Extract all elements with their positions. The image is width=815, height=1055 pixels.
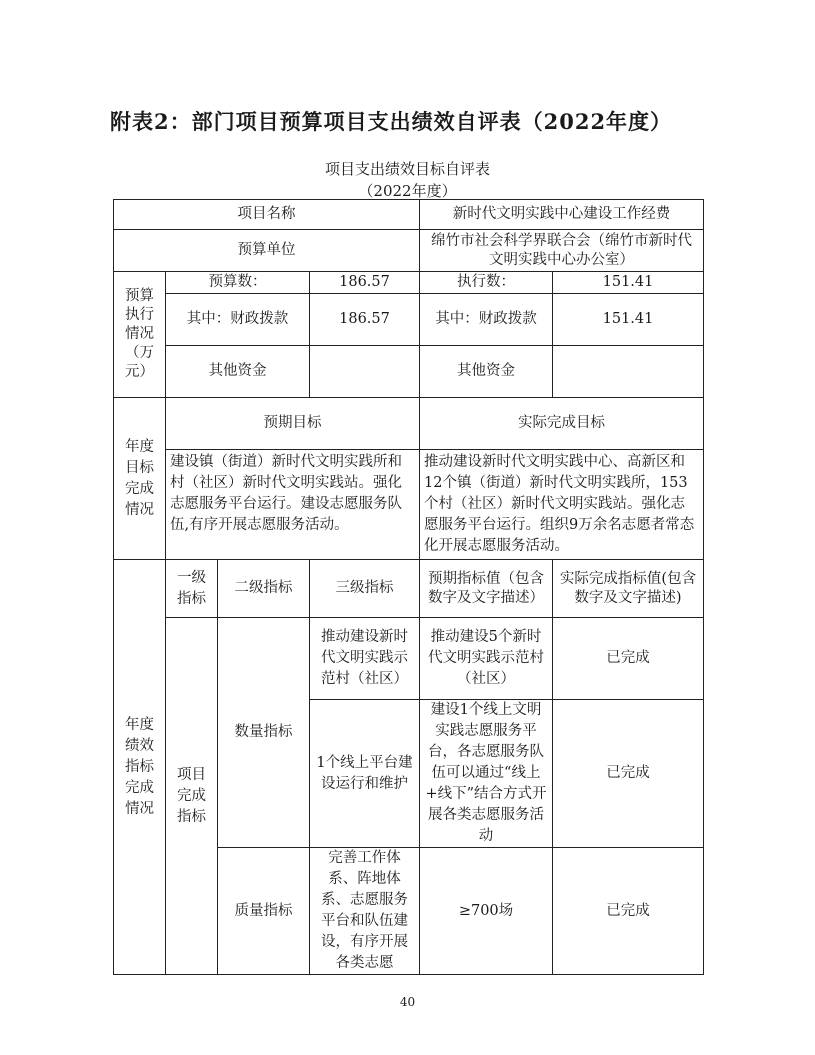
level1-indicator: 项目完成指标 (166, 618, 218, 975)
other-funds-budget (310, 346, 420, 398)
header-expected: 预期指标值（包含数字及文字描述） (420, 560, 553, 618)
expected-value-cell: 推动建设5个新时代文明实践示范村（社区） (420, 618, 553, 700)
other-funds-exec (553, 346, 704, 398)
expected-value-cell: ≥700场 (420, 848, 553, 975)
budget-section-label: 预算执行情况（万元） (114, 272, 166, 398)
project-name: 新时代文明实践中心建设工作经费 (420, 200, 704, 230)
fiscal-budget-label: 其中：财政拨款 (166, 294, 310, 346)
header-level3: 三级指标 (310, 560, 420, 618)
actual-value-cell: 已完成 (553, 848, 704, 975)
form-title: 项目支出绩效目标自评表 (324, 160, 490, 178)
other-funds-label: 其他资金 (166, 346, 310, 398)
budget-unit-label: 预算单位 (114, 230, 420, 272)
fiscal-exec-label: 其中：财政拨款 (420, 294, 553, 346)
level2-quantity: 数量指标 (218, 618, 310, 848)
project-name-label: 项目名称 (114, 200, 420, 230)
expected-value-cell: 建设1个线上文明实践志愿服务平台，各志愿服务队伍可以通过“线上+线下”结合方式开展各类志愿服务活动 (420, 700, 553, 848)
indicators-section-label: 年度绩效指标完成情况 (114, 560, 166, 975)
actual-goal-text: 推动建设新时代文明实践中心、高新区和12个镇（街道）新时代文明实践所，153个村（社区）新时代文明实践站。强化志愿服务平台运行。组织9万余名志愿者常态化开展志愿服务活动。 (420, 450, 704, 560)
exec-amount: 151.41 (553, 272, 704, 294)
page-heading: 附表2：部门项目预算项目支出绩效自评表（2022年度） (110, 109, 673, 134)
actual-value-cell: 已完成 (553, 700, 704, 848)
level3-cell: 推动建设新时代文明实践示范村（社区） (310, 618, 420, 700)
header-level2: 二级指标 (218, 560, 310, 618)
other-funds-exec-label: 其他资金 (420, 346, 553, 398)
level3-cell: 1个线上平台建设运行和维护 (310, 700, 420, 848)
goals-section-label: 年度目标完成情况 (114, 398, 166, 560)
level2-quality: 质量指标 (218, 848, 310, 975)
actual-goal-header: 实际完成目标 (420, 398, 704, 450)
header-actual: 实际完成指标值(包含数字及文字描述) (553, 560, 704, 618)
expected-goal-header: 预期目标 (166, 398, 420, 450)
self-evaluation-table (113, 199, 704, 975)
form-year: （2022年度） (358, 182, 457, 200)
header-level1: 一级指标 (166, 560, 218, 618)
level3-cell: 完善工作体系、阵地体系、志愿服务平台和队伍建设，有序开展各类志愿 (310, 848, 420, 975)
budget-amount: 186.57 (310, 272, 420, 294)
page-number: 40 (399, 995, 416, 1009)
exec-amount-label: 执行数： (420, 272, 553, 294)
expected-goal-text: 建设镇（街道）新时代文明实践所和村（社区）新时代文明实践站。强化志愿服务平台运行。建设志愿服务队伍,有序开展志愿服务活动。 (166, 450, 420, 560)
fiscal-budget: 186.57 (310, 294, 420, 346)
budget-unit: 绵竹市社会科学界联合会（绵竹市新时代文明实践中心办公室） (420, 230, 704, 272)
actual-value-cell: 已完成 (553, 618, 704, 700)
fiscal-exec: 151.41 (553, 294, 704, 346)
budget-amount-label: 预算数： (166, 272, 310, 294)
